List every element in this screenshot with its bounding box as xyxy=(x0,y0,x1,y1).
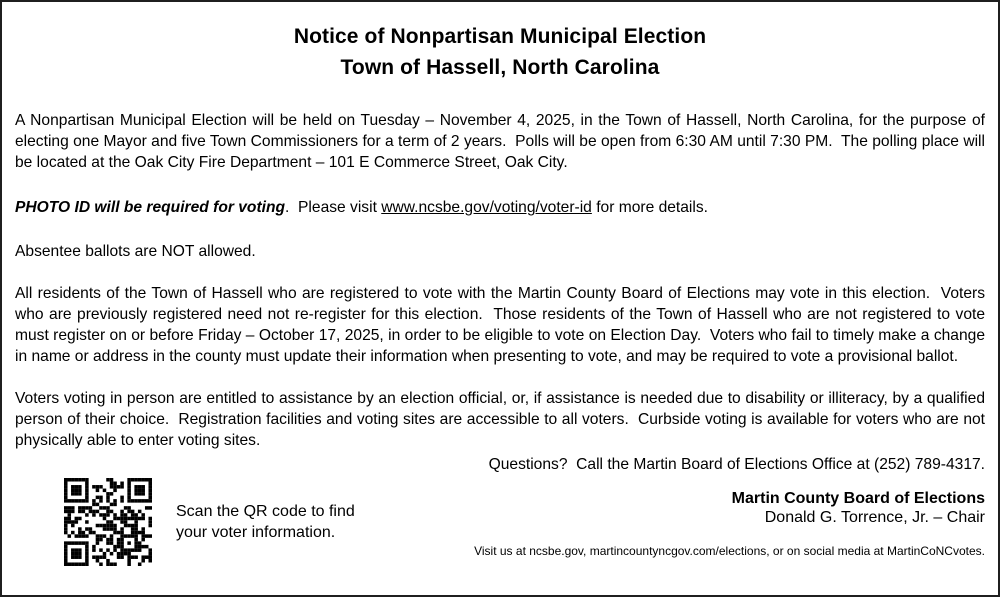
photo-id-emphasis: PHOTO ID will be required for voting xyxy=(15,199,286,216)
title-line-2: Town of Hassell, North Carolina xyxy=(340,56,660,79)
paragraph-absentee: Absentee ballots are NOT allowed. xyxy=(15,243,256,260)
footer-links-line: Visit us at ncsbe.gov, martincountyncgov.com/elections, or on social media at MartinCoNCvotes. xyxy=(474,544,985,558)
questions-line: Questions? Call the Martin Board of Elections Office at (252) 789-4317. xyxy=(488,456,985,473)
qr-block xyxy=(64,478,372,566)
qr-caption: Scan the QR code to find your voter information. xyxy=(176,503,355,541)
document-title xyxy=(15,21,985,83)
title-line-1: Notice of Nonpartisan Municipal Election xyxy=(293,25,707,48)
paragraph-election-details: A Nonpartisan Municipal Election will be held on Tuesday – November 4, 2025, in the Town of Hassell, North Carolina, for the purpose of electing one Mayor and five Town Commissioners for a term of 2 years. Polls will be open from 6:30 AM until 7:30 PM. The polling place will be located at the Oak City Fire Department – 101 E Commerce Street, Oak City. xyxy=(15,112,990,171)
photo-id-text-mid: . Please visit xyxy=(285,199,382,216)
paragraph-assistance: Voters voting in person are entitled to assistance by an election official, or, if assistance is needed due to disability or illiteracy, by a qualified person of their choice. Registration facilities and voting sites are accessible to all voters. Curbside voting is available for voters who are not physically able to enter voting sites. xyxy=(15,390,990,449)
footer-section xyxy=(15,478,985,566)
photo-id-text-end: for more details. xyxy=(591,199,708,216)
qr-code-icon xyxy=(64,478,152,566)
voter-id-link[interactable]: www.ncsbe.gov/voting/voter-id xyxy=(381,199,592,216)
signature-block xyxy=(474,478,985,559)
organization-name: Martin County Board of Elections xyxy=(731,490,985,507)
paragraph-photo-id xyxy=(15,197,985,218)
paragraph-registration: All residents of the Town of Hassell who are registered to vote with the Martin County Board of Elections may vote in this election. Voters who are previously registered need not re-register for this election. Those residents of the Town of Hassell who are not registered to vote must register on or before Friday – October 17, 2025, in order to be eligible to vote on Election Day. Voters who fail to timely make a change in name or address in the county must update their information when presenting to vote, and may be required to vote a provisional ballot. xyxy=(15,285,990,365)
chair-name: Donald G. Torrence, Jr. – Chair xyxy=(764,509,985,526)
